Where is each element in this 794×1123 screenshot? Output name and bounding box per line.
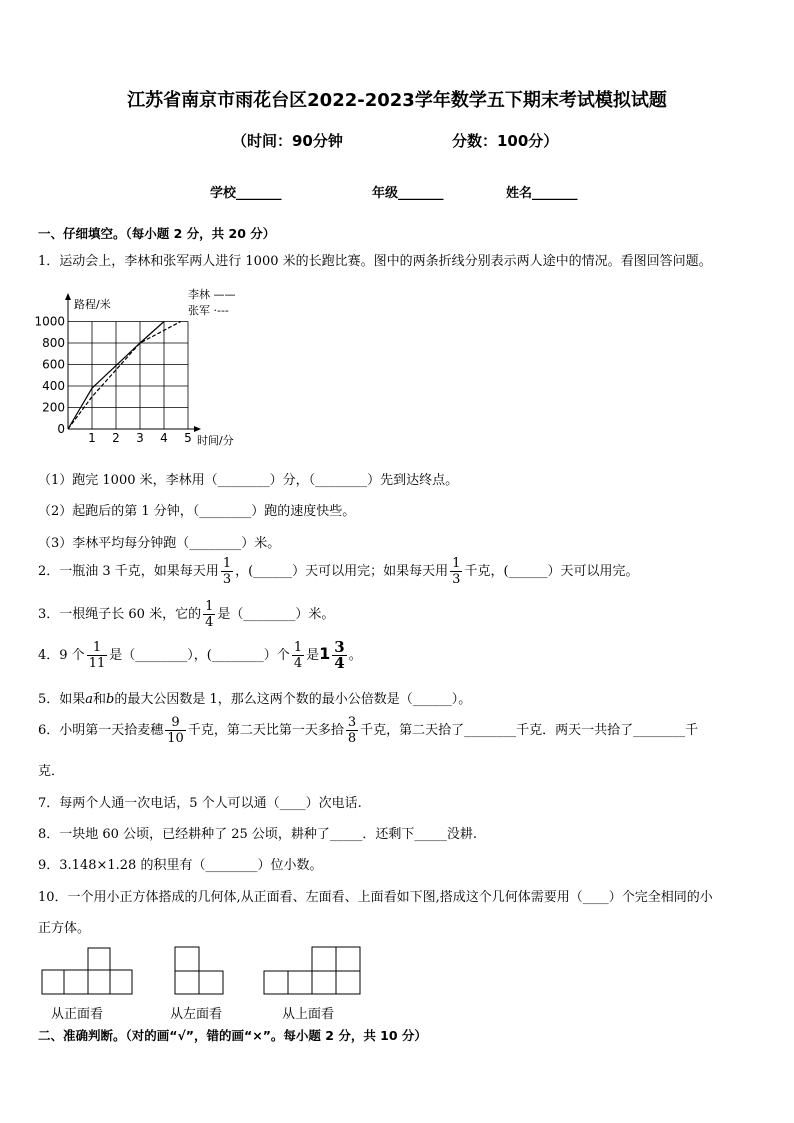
question-1-sub-3: （3）李林平均每分钟跑（________）米。: [38, 536, 281, 551]
q3-fraction: $\frac{1}{4}$: [205, 599, 214, 630]
y-axis-label: 路程/米: [74, 298, 111, 311]
question-6-cont: 克．: [38, 764, 65, 779]
legend-张军: 张军 ·---: [188, 304, 229, 317]
y-tick-label: 800: [42, 336, 65, 350]
q4-whole: 1: [319, 644, 331, 663]
time-info: （时间：90分钟: [232, 132, 343, 150]
question-10-line-1: 10．一个用小正方体搭成的几何体,从正面看、左面看、上面看如下图,搭成这个几何体需要用（____）个完全相同的小: [38, 890, 713, 905]
y-tick-label: 400: [42, 379, 65, 393]
y-tick-label: 1000: [34, 314, 65, 329]
question-1-sub-1: （1）跑完 1000 米，李林用（________）分，（________）先到达终点。: [38, 473, 459, 488]
left-view-grid: [175, 947, 223, 994]
x-tick-label: 4: [160, 431, 168, 445]
question-6: [38, 715, 698, 746]
q4-fraction-3: $\frac{3}{4}$: [334, 638, 345, 672]
x-axis-label: 时间/分: [197, 434, 234, 447]
q4-fraction-1: $\frac{1}{11}$: [88, 640, 106, 671]
q3-text-b: 是（________）米。: [217, 607, 335, 622]
q6-text-b: 千克，第二天比第一天多拾: [187, 723, 344, 738]
x-tick-label: 5: [184, 431, 192, 445]
q4-text-b: 是（________），(________）个: [109, 648, 290, 663]
x-tick-label: 2: [112, 431, 120, 445]
section1-heading: 一、仔细填空。（每小题 2 分，共 20 分）: [38, 226, 276, 241]
question-3: [38, 599, 334, 630]
q6-text-c: 千克，第二天拾了________千克．两天一共拾了________千: [360, 723, 699, 738]
y-axis-arrow: [65, 293, 71, 300]
grade-field: 年级_______: [372, 186, 444, 201]
top-view-label: 从上面看: [282, 1007, 335, 1022]
q2-fraction-1: $\frac{1}{3}$: [222, 556, 232, 587]
question-2: [38, 556, 639, 587]
name-field: 姓名_______: [506, 186, 578, 201]
top-view-grid: [264, 947, 360, 994]
x-tick-label: 1: [88, 431, 96, 445]
q2-text-c: 千克，(______）天可以用完。: [464, 564, 639, 579]
q2-text-a: 2．一瓶油 3 千克，如果每天用: [38, 564, 219, 579]
q3-text-a: 3．一根绳子长 60 米，它的: [38, 607, 202, 622]
q4-text-a: 4．9 个: [38, 648, 85, 663]
chart-axes: [65, 293, 201, 432]
q6-fraction-1: $\frac{9}{10}$: [167, 715, 184, 746]
q6-fraction-2: $\frac{3}{8}$: [347, 715, 357, 746]
front-view-grid: [42, 948, 132, 994]
question-8: 8．一块地 60 公顷，已经耕种了 25 公顷，耕种了_____．还剩下_____没耕.: [38, 827, 478, 842]
question-1-sub-2: （2）起跑后的第 1 分钟，（________）跑的速度快些。: [38, 504, 356, 519]
q4-fraction-2: $\frac{1}{4}$: [293, 640, 303, 671]
q2-fraction-2: $\frac{1}{3}$: [452, 556, 461, 587]
q6-text-a: 6．小明第一天拾麦穗: [38, 723, 164, 738]
y-tick-label: 200: [42, 400, 65, 415]
x-axis-arrow: [194, 426, 201, 432]
page-title: 江苏省南京市雨花台区2022-2023学年数学五下期末考试模拟试题: [127, 90, 667, 111]
question-5: 5．如果𝑎和𝑏的最大公因数是 1，那么这两个数的最小公倍数是（______）。: [38, 692, 472, 707]
q4-text-c: 是: [306, 648, 320, 663]
x-tick-label: 3: [136, 431, 144, 445]
y-tick-label: 600: [42, 357, 65, 372]
section2-heading: 二、准确判断。（对的画“√”，错的画“×”。每小题 2 分，共 10 分）: [38, 1028, 427, 1043]
question-10-line-2: 正方体。: [38, 921, 91, 936]
cube-views-figure: [38, 944, 368, 1000]
chart-labels: [34, 287, 235, 447]
school-field: 学校_______: [210, 186, 282, 201]
q2-text-b: ，(______）天可以用完；如果每天用: [235, 564, 449, 579]
chart-grid: [68, 322, 188, 430]
question-1-text: 1．运动会上，李林和张军两人进行 1000 米的长跑比赛。图中的两条折线分别表示两人途中的情况。看图回答问题。: [38, 254, 712, 269]
question-4: [38, 640, 362, 671]
q4-text-d: 。: [348, 648, 362, 663]
origin-label: 0: [57, 422, 65, 436]
question-7: 7．每两个人通一次电话，5 个人可以通（____）次电话.: [38, 796, 362, 811]
legend-李林: 李林 ——: [188, 288, 236, 301]
front-view-label: 从正面看: [51, 1007, 104, 1022]
question-9: 9．3.148×1.28 的积里有（________）位小数。: [38, 858, 323, 873]
left-view-label: 从左面看: [170, 1007, 223, 1022]
score-info: 分数：100分）: [452, 132, 559, 150]
distance-time-chart: [30, 284, 260, 452]
